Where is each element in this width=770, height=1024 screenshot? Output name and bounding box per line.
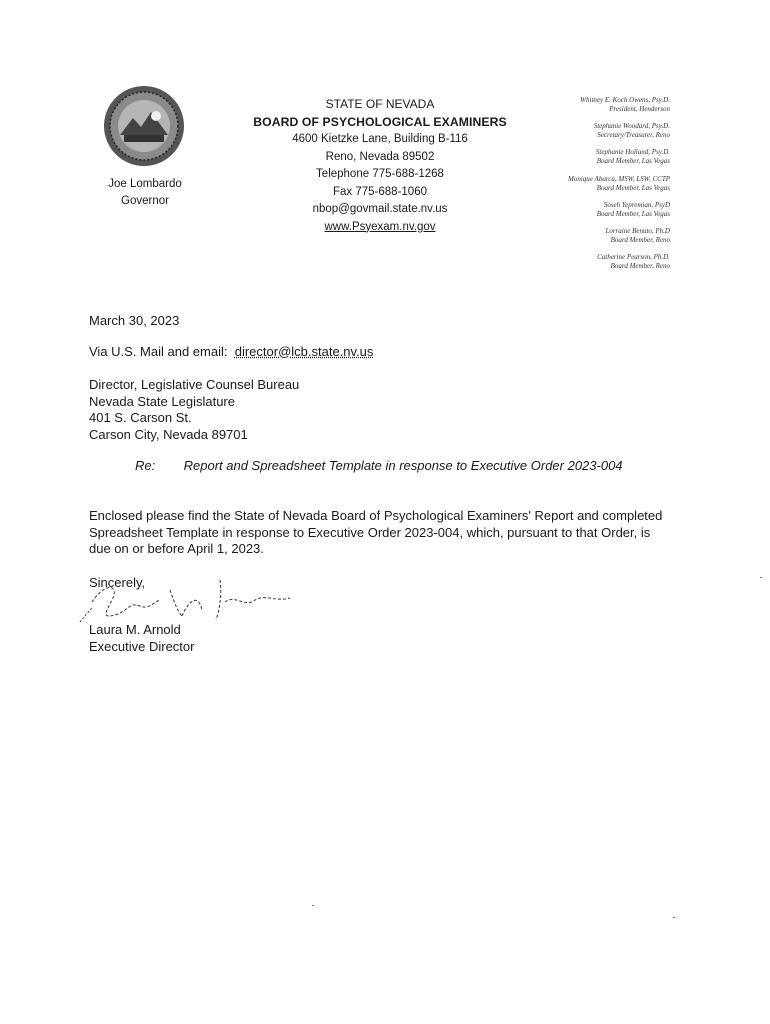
recipient-address <box>89 377 299 443</box>
governor-title: Governor <box>121 195 169 207</box>
member-name: Catherine Pearson, Ph.D. <box>597 253 670 262</box>
address-line: Director, Legislative Counsel Bureau <box>89 377 300 392</box>
signature-block <box>89 622 194 655</box>
governor-name: Joe Lombardo <box>108 178 182 190</box>
member-role: Board Member, Las Vegas <box>596 183 670 192</box>
letter-date: March 30, 2023 <box>89 313 180 328</box>
member-name: Soseh Yepremian, PsyD <box>603 200 670 209</box>
board-member <box>470 227 670 245</box>
scan-speck <box>760 577 762 578</box>
board-address-line1: 4600 Kietzke Lane, Building B-116 <box>292 133 468 145</box>
member-name: Whitney E. Koch Owens, Psy.D. <box>580 96 670 104</box>
member-name: Stephanie Holland, Psy.D. <box>595 148 670 157</box>
recipient-email-link[interactable]: director@lcb.state.nv.us <box>234 344 374 359</box>
member-role: Secretary/Treasurer, Reno <box>597 131 670 140</box>
member-role: Board Member, Reno <box>610 235 670 244</box>
scan-speck <box>673 917 675 918</box>
member-role: President, Henderson <box>609 105 670 113</box>
address-line: Nevada State Legislature <box>89 393 235 409</box>
subject-label: Re: <box>135 458 156 473</box>
letter-body: Enclosed please find the State of Nevada Board of Psychological Examiners' Report and completed Spreadsheet Template in response to Executive Order 2023-004, which, pursuant to that Order, is due on or before April 1, 2023. <box>89 508 663 556</box>
member-name: Monique Abarca, MSW, LSW, CCTP <box>568 174 670 183</box>
board-website-link[interactable]: www.Psyexam.nv.gov <box>324 220 436 233</box>
member-role: Board Member, Las Vegas <box>596 157 670 166</box>
board-member <box>470 96 670 114</box>
member-name: Stephanie Woodard, Psy.D. <box>593 122 670 131</box>
board-name: BOARD OF PSYCHOLOGICAL EXAMINERS <box>253 114 507 129</box>
member-name: Lorraine Benuto, Ph.D <box>605 226 670 235</box>
board-member <box>470 201 670 219</box>
state-seal-icon <box>103 85 185 167</box>
subject-line <box>135 458 623 475</box>
board-fax: Fax 775-688-1060 <box>333 185 427 198</box>
delivery-label: Via U.S. Mail and email: <box>89 344 228 359</box>
governor-block <box>95 176 195 210</box>
address-line: Carson City, Nevada 89701 <box>89 426 248 442</box>
board-member <box>470 253 670 271</box>
board-phone: Telephone 775-688-1268 <box>316 168 444 180</box>
board-member <box>470 148 670 166</box>
board-members-list <box>470 96 670 279</box>
scan-speck <box>312 905 314 906</box>
delivery-line <box>89 344 373 361</box>
member-role: Board Member, Las Vegas <box>596 209 670 218</box>
board-member <box>470 122 670 140</box>
signer-title: Executive Director <box>89 638 195 654</box>
state-name: STATE OF NEVADA <box>325 97 435 111</box>
closing: Sincerely, <box>89 575 146 590</box>
signer-name: Laura M. Arnold <box>89 622 181 637</box>
board-email[interactable]: nbop@govmail.state.nv.us <box>312 203 448 215</box>
board-member <box>470 175 670 193</box>
subject-text: Report and Spreadsheet Template in response to Executive Order 2023-004 <box>183 458 623 473</box>
address-line: 401 S. Carson St. <box>89 410 192 425</box>
board-address-line2: Reno, Nevada 89502 <box>325 150 435 163</box>
member-role: Board Member, Reno <box>610 262 670 271</box>
